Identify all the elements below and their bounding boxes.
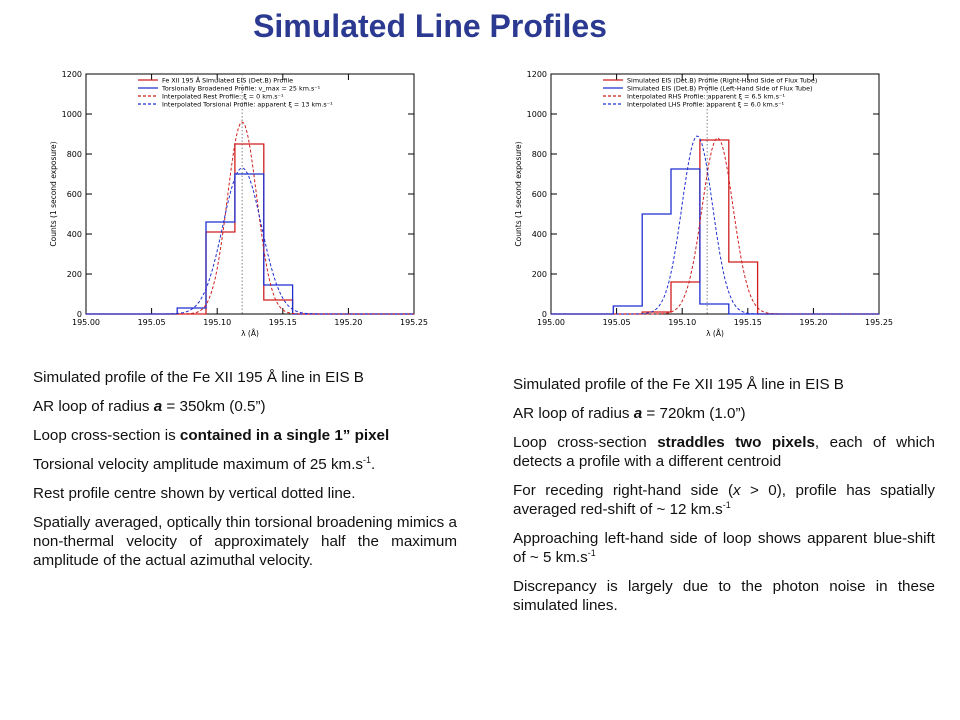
right-chart-legend-label-3: Interpolated LHS Profile: apparent ξ = 6.0 km.s⁻¹ <box>627 100 785 109</box>
left-chart-ytick-label: 800 <box>66 150 82 159</box>
right-chart-series-2-gauss-curve <box>551 138 879 314</box>
left-chart-xtick-label: 195.15 <box>268 318 297 327</box>
left-chart-ytick-label: 1000 <box>61 110 82 119</box>
right-chart-legend-label-0: Simulated EIS (Det.B) Profile (Right-Hand Side of Flux Tube) <box>627 76 818 85</box>
right-chart-legend-label-1: Simulated EIS (Det.B) Profile (Left-Hand Side of Flux Tube) <box>627 84 813 93</box>
left-chart-xtick-label: 195.05 <box>137 318 166 327</box>
left-chart-series-1-step-line <box>86 174 414 314</box>
right-para-3: Loop cross-section straddles two pixels, each of which detects a profile with a different centroid <box>513 434 936 470</box>
left-description <box>33 368 457 580</box>
right-chart-xtick-label: 195.10 <box>668 318 697 327</box>
left-chart-legend-label-2: Interpolated Rest Profile: ξ = 0 km.s⁻¹ <box>162 92 284 101</box>
left-chart-xtick-label: 195.10 <box>203 318 232 327</box>
left-chart-series-2-gauss-curve <box>86 122 414 314</box>
right-chart-series-0-step-line <box>551 140 879 314</box>
right-chart-ytick-label: 200 <box>531 270 547 279</box>
right-chart-plot-frame <box>551 74 879 314</box>
left-para-4: Torsional velocity amplitude maximum of 25 $km.s^{-1}$. <box>33 455 376 473</box>
left-chart-xtick-label: 195.20 <box>334 318 363 327</box>
left-chart-series-3-gauss-curve <box>86 168 414 314</box>
left-para-5: Rest profile centre shown by vertical dotted line. <box>33 485 356 502</box>
right-chart-ytick-label: 0 <box>541 310 547 319</box>
left-para-6: Spatially averaged, optically thin torsional broadening mimics a non-thermal velocity of approximately half the maximum amplitude of the actual azimuthal velocity. <box>33 514 457 569</box>
right-chart-ytick-label: 600 <box>531 190 547 199</box>
right-chart-ytick-label: 800 <box>531 150 547 159</box>
left-chart-xtick-label: 195.25 <box>400 318 428 327</box>
right-chart-ytick-label: 1200 <box>526 70 547 79</box>
right-para-2: AR loop of radius a = 720km (1.0”) <box>513 405 746 422</box>
left-chart-svg <box>42 62 462 352</box>
right-para-6: Discrepancy is largely due to the photon noise in these simulated lines. <box>513 578 935 614</box>
right-chart-svg <box>507 62 927 352</box>
slide-title: Simulated Line Profiles <box>253 8 607 44</box>
right-chart-xtick-label: 195.25 <box>865 318 893 327</box>
left-chart-x-axis-label: λ (Å) <box>241 329 259 338</box>
right-chart-ytick-label: 400 <box>531 230 547 239</box>
right-chart-y-axis-label: Counts (1 second exposure) <box>514 141 523 247</box>
left-para-1: Simulated profile of the Fe XII 195 Å line in EIS B <box>33 369 364 386</box>
left-chart-ytick-label: 1200 <box>61 70 82 79</box>
left-chart-ytick-label: 600 <box>66 190 82 199</box>
right-chart-xtick-label: 195.05 <box>602 318 631 327</box>
right-chart-legend-label-2: Interpolated RHS Profile: apparent ξ = 6.5 km.s⁻¹ <box>627 92 785 101</box>
left-chart-xtick-label: 195.00 <box>72 318 100 327</box>
right-chart-series-1-step-line <box>551 169 879 314</box>
right-description <box>513 375 935 625</box>
left-chart-legend-label-1: Torsionally Broadened Profile: v_max = 25 km.s⁻¹ <box>162 84 321 93</box>
right-line-profile-chart <box>507 62 927 352</box>
left-chart-y-axis-label: Counts (1 second exposure) <box>49 141 58 247</box>
left-chart-ytick-label: 200 <box>66 270 82 279</box>
left-chart-series-0-step-line <box>86 144 414 314</box>
right-chart-ytick-label: 1000 <box>526 110 547 119</box>
right-para-1: Simulated profile of the Fe XII 195 Å line in EIS B <box>513 376 844 393</box>
right-para-4: For receding right-hand side (x > 0), profile has spatially averaged red-shift of ~ 12 $km.s^{-1}$ <box>513 482 935 518</box>
left-para-2: AR loop of radius a = 350km (0.5”) <box>33 398 266 415</box>
right-chart-x-axis-label: λ (Å) <box>706 329 724 338</box>
left-para-3: Loop cross-section is contained in a single 1” pixel <box>33 427 390 444</box>
left-chart-ytick-label: 0 <box>76 310 82 319</box>
right-para-5: Approaching left-hand side of loop shows apparent blue-shift of ~ 5 $km.s^{-1}$ <box>513 530 935 566</box>
left-chart-legend-label-0: Fe XII 195 Å Simulated EIS (Det.B) Profile <box>162 76 294 85</box>
right-chart-series-3-gauss-curve <box>551 136 879 314</box>
left-chart-ytick-label: 400 <box>66 230 82 239</box>
left-chart-legend-label-3: Interpolated Torsional Profile: apparent ξ = 13 km.s⁻¹ <box>162 100 333 109</box>
left-line-profile-chart <box>42 62 462 352</box>
right-chart-xtick-label: 195.15 <box>733 318 762 327</box>
right-chart-xtick-label: 195.20 <box>799 318 828 327</box>
left-chart-plot-frame <box>86 74 414 314</box>
right-chart-xtick-label: 195.00 <box>537 318 565 327</box>
